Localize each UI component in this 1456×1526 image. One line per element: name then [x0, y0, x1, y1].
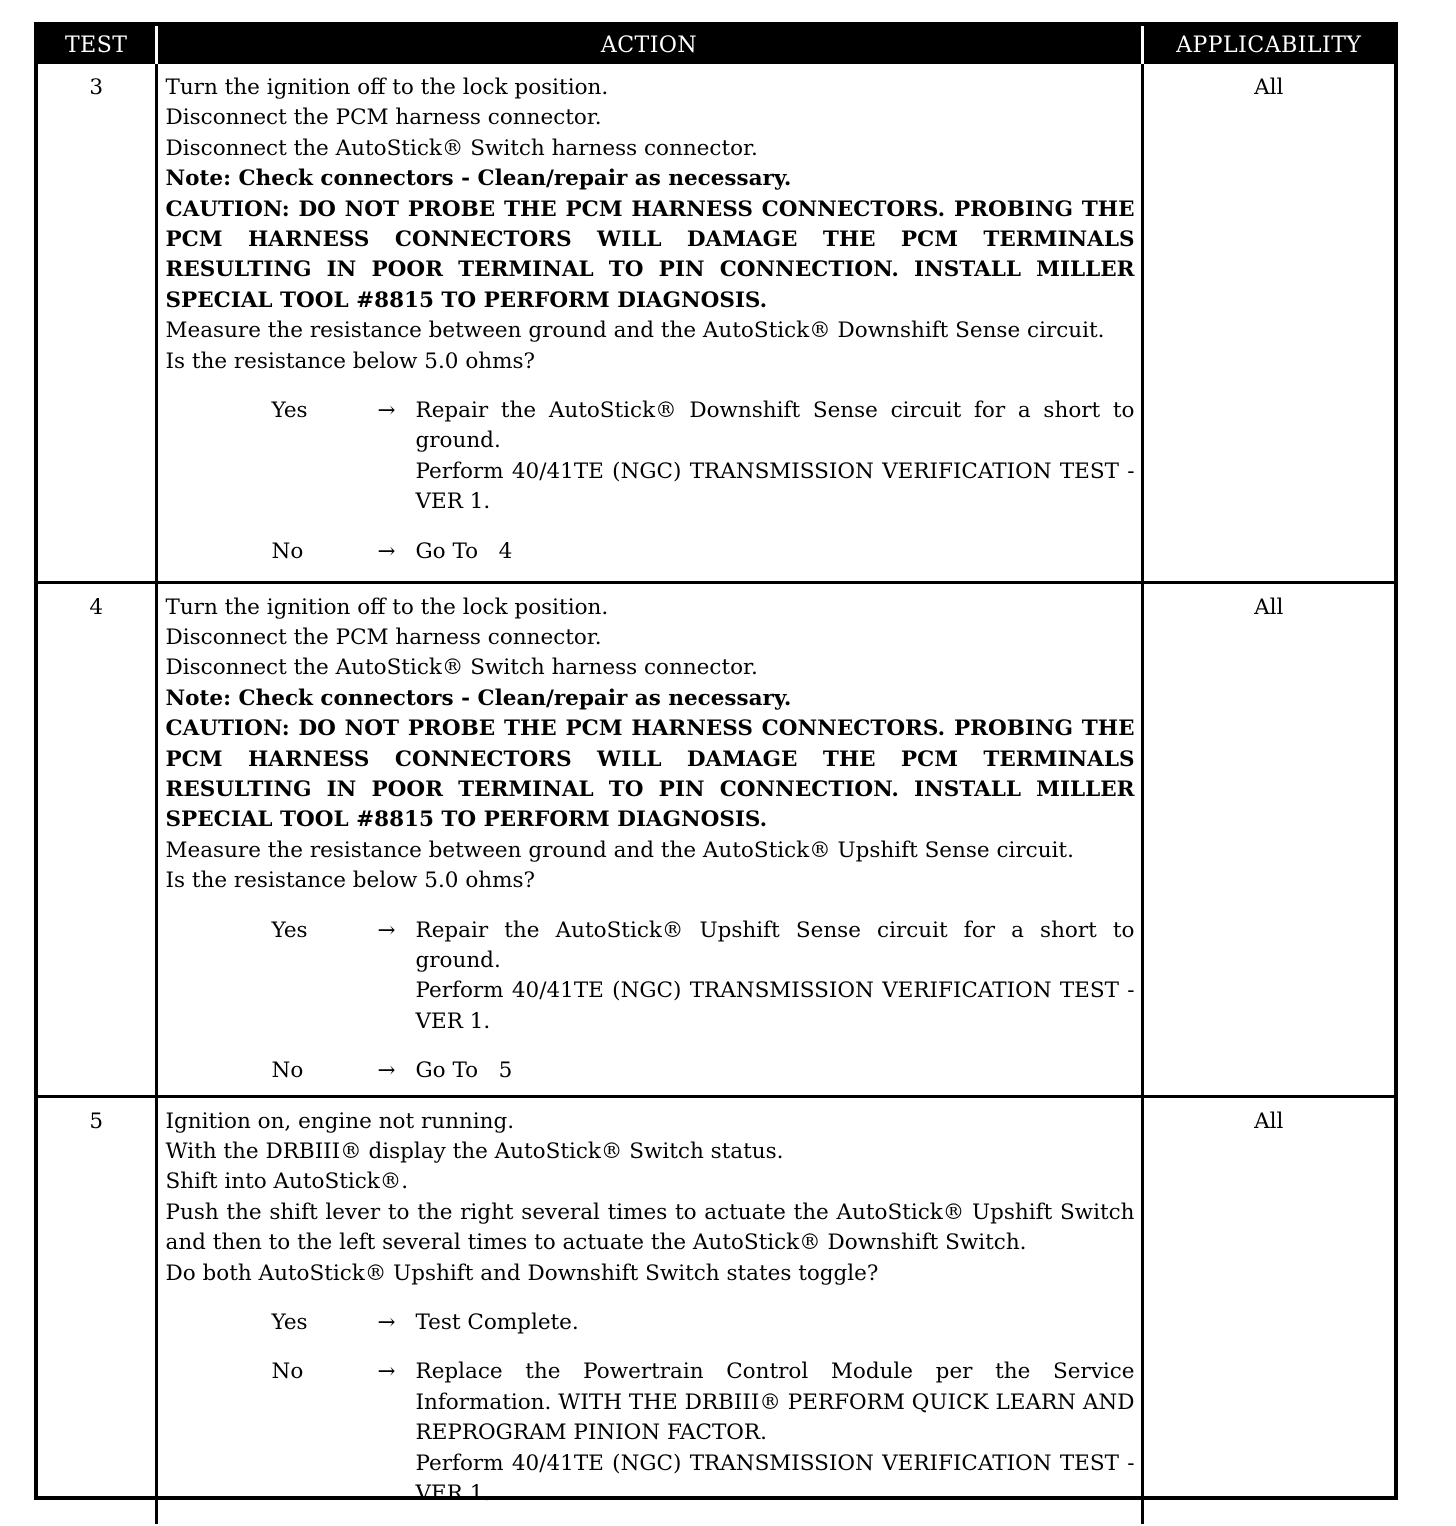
diagnostic-table-frame: [34, 22, 1398, 1507]
arrow-icon: →: [377, 917, 396, 943]
diagnostic-table: [38, 26, 1394, 1524]
no-body: [416, 1357, 1135, 1509]
arrow-icon: →: [377, 538, 396, 564]
table-row: [38, 64, 1394, 582]
header-action: ACTION: [156, 26, 1142, 64]
yes-response: [166, 916, 1135, 1038]
note-text: Note: Check connectors - Clean/repair as necessary.: [165, 685, 792, 711]
arrow-icon: →: [377, 1359, 396, 1385]
table-row: [38, 1096, 1394, 1524]
test-number: 5: [38, 1096, 156, 1524]
yes-label: Yes: [271, 398, 308, 424]
action-line: Disconnect the AutoStick® Switch harness connector.: [165, 135, 758, 161]
no-label: No: [271, 538, 304, 564]
no-label: No: [271, 1058, 304, 1084]
test-number: 4: [38, 582, 156, 1096]
yes-text: Perform 40/41TE (NGC) TRANSMISSION VERIFICATION TEST - VER 1.: [415, 458, 1135, 515]
yes-label: Yes: [271, 1310, 308, 1336]
caution-text: CAUTION: DO NOT PROBE THE PCM HARNESS CONNECTORS. PROBING THE PCM HARNESS CONNECTORS WILL DAMAGE THE PCM TERMINALS RESULTING IN POOR TERMINAL TO PIN CONNECTION. INSTALL MILLER SPECIAL TOOL #8815 TO PERFORM DIAGNOSIS.: [165, 196, 1135, 313]
no-text: Replace the Powertrain Control Module per the Service Information. WITH THE DRBIII® PERFORM QUICK LEARN AND REPROGRAM PINION FACTOR.: [415, 1359, 1135, 1446]
header-row: [38, 26, 1394, 64]
action-cell: [156, 582, 1142, 1096]
action-line: Disconnect the AutoStick® Switch harness connector.: [165, 655, 758, 681]
no-text: Go To 5: [415, 1058, 513, 1084]
action-line: With the DRBIII® display the AutoStick® Switch status.: [165, 1139, 784, 1164]
no-text: Go To 4: [415, 538, 513, 564]
no-response: [166, 1056, 1135, 1086]
action-line: Turn the ignition off to the lock position.: [165, 594, 609, 620]
action-line: Disconnect the PCM harness connector.: [165, 105, 602, 131]
table-row: [38, 582, 1394, 1096]
action-cell: [156, 1096, 1142, 1524]
yes-response: [166, 1308, 1135, 1338]
action-cell: [156, 64, 1142, 582]
question-text: Do both AutoStick® Upshift and Downshift Switch states toggle?: [165, 1260, 879, 1286]
no-response: [166, 537, 1135, 567]
yes-body: [416, 916, 1135, 1038]
question-text: Is the resistance below 5.0 ohms?: [165, 868, 536, 894]
header-test: TEST: [38, 26, 156, 64]
yes-label: Yes: [271, 917, 308, 943]
action-line: Turn the ignition off to the lock position.: [165, 75, 609, 100]
applicability: All: [1142, 64, 1394, 582]
measure-text: Measure the resistance between ground and the AutoStick® Downshift Sense circuit.: [165, 318, 1105, 344]
no-label: No: [271, 1359, 304, 1385]
yes-text: Repair the AutoStick® Downshift Sense circuit for a short to ground.: [415, 398, 1135, 454]
action-line: Push the shift lever to the right several times to actuate the AutoStick® Upshift Switch and then to the left several times to actuate the AutoStick® Downshift Switch.: [165, 1199, 1135, 1256]
yes-response: [166, 396, 1135, 518]
no-text: Perform 40/41TE (NGC) TRANSMISSION VERIFICATION TEST - VER 1.: [415, 1450, 1135, 1507]
action-line: Ignition on, engine not running.: [165, 1108, 515, 1134]
yes-text: Test Complete.: [415, 1310, 579, 1336]
question-text: Is the resistance below 5.0 ohms?: [165, 348, 536, 374]
note-text: Note: Check connectors - Clean/repair as necessary.: [165, 166, 792, 192]
yes-text: Perform 40/41TE (NGC) TRANSMISSION VERIFICATION TEST - VER 1.: [415, 978, 1135, 1034]
caution-text: CAUTION: DO NOT PROBE THE PCM HARNESS CONNECTORS. PROBING THE PCM HARNESS CONNECTORS WILL DAMAGE THE PCM TERMINALS RESULTING IN POOR TERMINAL TO PIN CONNECTION. INSTALL MILLER SPECIAL TOOL #8815 TO PERFORM DIAGNOSIS.: [165, 716, 1135, 833]
arrow-icon: →: [377, 1310, 396, 1336]
no-body: [416, 537, 1135, 567]
applicability: All: [1142, 1096, 1394, 1524]
arrow-icon: →: [377, 398, 396, 424]
test-number: 3: [38, 64, 156, 582]
measure-text: Measure the resistance between ground and the AutoStick® Upshift Sense circuit.: [165, 837, 1074, 863]
yes-body: [416, 1308, 1135, 1338]
no-body: [416, 1056, 1135, 1086]
action-line: Disconnect the PCM harness connector.: [165, 624, 602, 650]
header-applicability: APPLICABILITY: [1142, 26, 1394, 64]
applicability: All: [1142, 582, 1394, 1096]
arrow-icon: →: [377, 1058, 396, 1084]
yes-body: [416, 396, 1135, 518]
action-line: Shift into AutoStick®.: [165, 1169, 409, 1195]
yes-text: Repair the AutoStick® Upshift Sense circuit for a short to ground.: [415, 917, 1135, 973]
no-response: [166, 1357, 1135, 1509]
